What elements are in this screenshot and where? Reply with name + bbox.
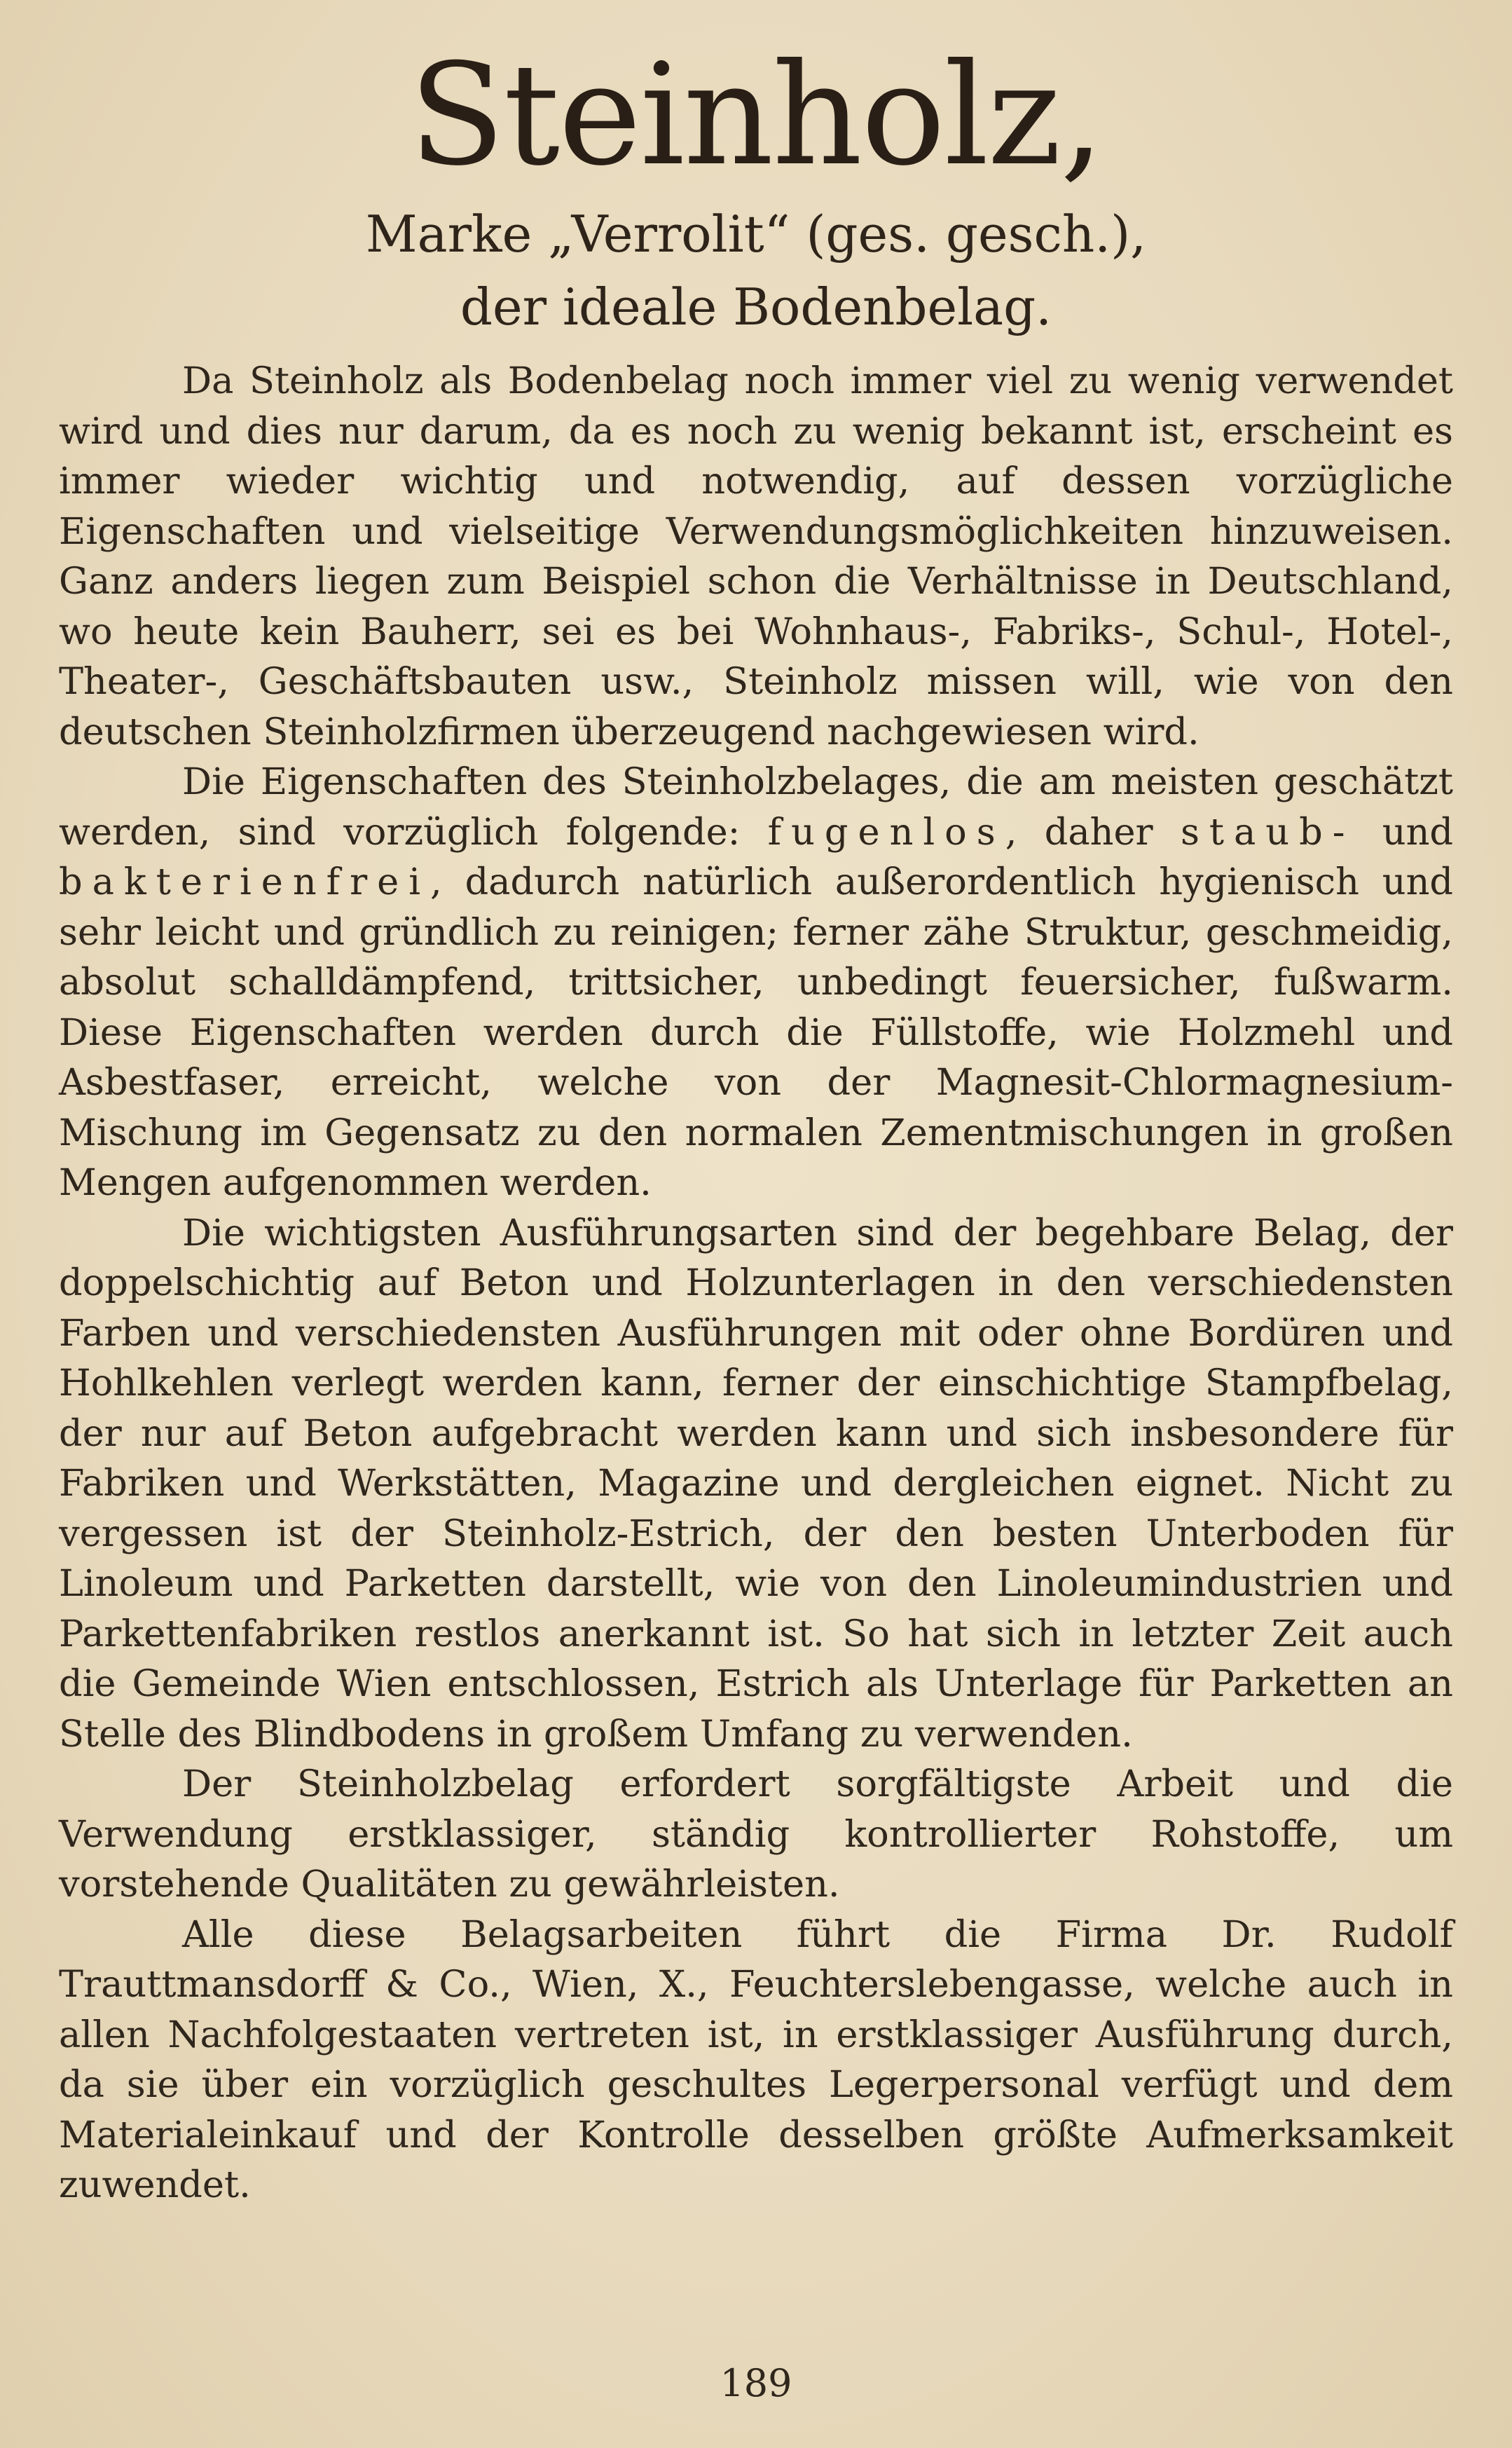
paragraph-4: Der Steinholzbelag erfordert sorgfältigste Arbeit und die Verwendung erstklassiger, ständig kontrollierter Rohstoffe, um vorstehende Qualitäten zu gewährleisten. <box>59 1763 1453 1906</box>
paragraph-3: Die wichtigsten Ausführungsarten sind der begehbare Belag, der doppelschichtig auf Beton und Holzunterlagen in den verschiedensten Farben und verschiedensten Ausführungen mit oder ohne Bordüren und Hohlkehlen verlegt werden kann, ferner der einschichtige Stampfbelag, der nur auf Beton aufgebracht werden kann und sich insbesondere für Fabriken und Werkstätten, Magazine und dergleichen eignet. Nicht zu vergessen ist der Steinholz-Estrich, der den besten Unterboden für Linoleum und Parketten darstellt, wie von den Linoleumindustrien und Parkettenfabriken restlos anerkannt ist. So hat sich in letzter Zeit auch die Gemeinde Wien entschlossen, Estrich als Unterlage für Parketten an Stelle des Blindbodens in großem Umfang zu verwenden. <box>59 1211 1453 1756</box>
emphasis-staub: staub- <box>1180 810 1355 854</box>
article-body <box>59 356 1453 2210</box>
page-title: Steinholz, <box>408 34 1104 197</box>
paragraph-2 <box>59 757 1453 1208</box>
page-number: 189 <box>720 2361 792 2405</box>
emphasis-fugenlos: fugenlos <box>767 810 1005 854</box>
paragraph-5: Alle diese Belagsarbeiten führt die Firma Dr. Rudolf Trauttmansdorff & Co., Wien, X., Feuchterslebengasse, welche auch in allen Nachfolgestaaten vertreten ist, in erstklassiger Ausführung durch, da sie über ein vorzüglich geschultes Legerpersonal verfügt und dem Materialeinkauf und der Kontrolle desselben größte Aufmerksamkeit zuwendet. <box>59 1913 1453 2206</box>
subtitle-line-1: Marke „Verrolit“ (ges. gesch.), <box>365 205 1147 264</box>
paragraph-1: Da Steinholz als Bodenbelag noch immer viel zu wenig verwendet wird und dies nur darum, da es noch zu wenig bekannt ist, erscheint es immer wieder wichtig und notwendig, auf dessen vorzügliche Eigenschaften und vielseitige Verwendungsmöglichkeiten hinzuweisen. Ganz anders liegen zum Beispiel schon die Verhältnisse in Deutschland, wo heute kein Bauherr, sei es bei Wohnhaus-, Fabriks-, Schul-, Hotel-, Theater-, Geschäftsbauten usw., Steinholz missen will, wie von den deutschen Steinholzfirmen überzeugend nachgewiesen wird. <box>59 360 1453 753</box>
paragraph-2-text-d: , dadurch natürlich außerordentlich hygienisch und sehr leicht und gründlich zu reinigen; ferner zähe Struktur, geschmeidig, absolut schalldämpfend, trittsicher, unbedingt feuersicher, fußwarm. Diese Eigenschaften werden durch die Füllstoffe, wie Holzmehl und Asbestfaser, erreicht, welche von der Magnesit-Chlormagnesium-Mischung im Gegensatz zu den normalen Zementmischungen in großen Mengen aufgenommen werden. <box>59 861 1453 1204</box>
paragraph-2-text-b: , daher <box>1005 810 1181 854</box>
paragraph-2-text-a: Die Eigenschaften des Steinholzbelages, die am meisten geschätzt werden, sind vorzüglich folgende: <box>59 760 1453 854</box>
emphasis-bakterienfrei: bakterienfrei <box>59 861 431 903</box>
paragraph-2-text-c: und <box>1354 810 1454 854</box>
subtitle-line-2: der ideale Bodenbelag. <box>460 278 1052 336</box>
